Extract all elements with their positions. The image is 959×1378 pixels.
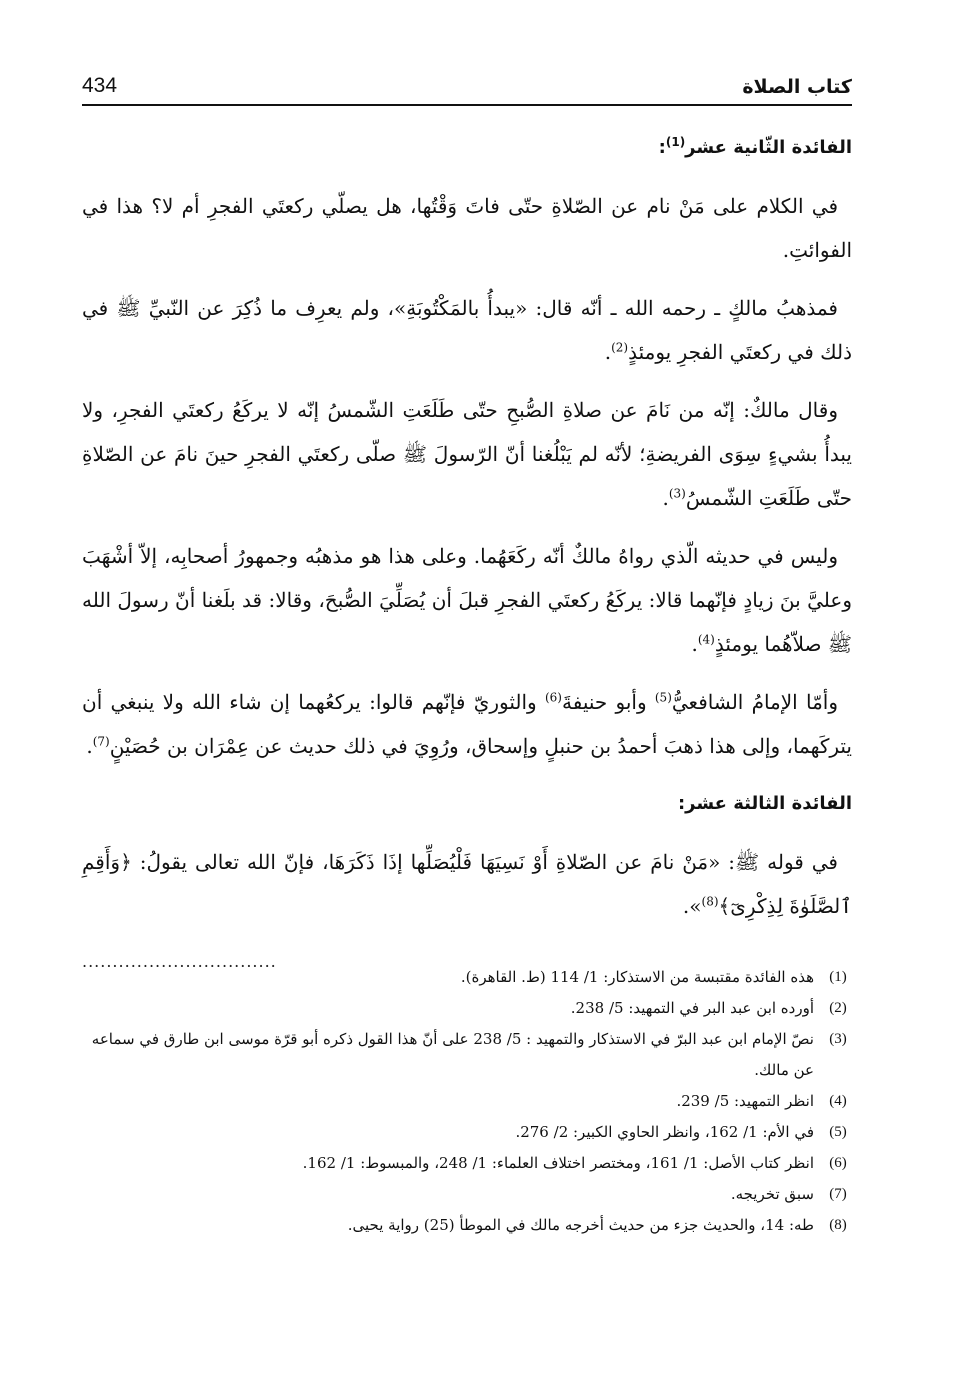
footnote-text: أورده ابن عبد البر في التمهيد: 5/ 238. [570, 999, 814, 1017]
paragraph-6 [82, 840, 852, 928]
footnote [82, 1117, 862, 1148]
paragraph-5-text-a: وأمّا الإمامُ الشافعيُّ [671, 690, 839, 714]
footnote-ref-2: (2) [611, 340, 629, 355]
footnote-number: (3) [829, 1031, 847, 1047]
section-heading-13: الفائدة الثالثة عشر: [677, 793, 852, 814]
footnote-ref-3: (3) [668, 486, 686, 501]
period: . [662, 486, 669, 510]
footnote-text: في الأم: 1/ 162، وانظر الحاوي الكبير: 2/ 276. [515, 1123, 814, 1141]
period: . [691, 632, 698, 656]
paragraph-4 [82, 534, 852, 666]
footnote-number: (4) [829, 1093, 847, 1109]
running-title: كتاب الصلاة [742, 76, 852, 98]
paragraph-2-text: فمذهبُ مالكٍ ـ رحمه الله ـ أنّه قال: «يبدأُ بالمَكْتُوبَةِ»، ولم يعرِف ما ذُكِرَ عن النّبيِّ ﷺ في ذلك في ركعتَي الفجرِ يومئذٍ [82, 296, 852, 364]
footnote-ref-5: (5) [654, 690, 672, 705]
paragraph-5-text-c: والثوريّ فإنّهم قالوا: يركعُهما إن شاء الله ولا ينبغي أن يتركَهما، وإلى هذا ذهبَ أحمدُ بن حنبلٍ وإسحاق، ورُوِيَ في ذلك حديث عن عِمْرَان بن حُصَيْنٍ [82, 690, 852, 758]
footnote [82, 1086, 862, 1117]
footnote-text: نصّ الإمام ابن عبد البرّ في الاستذكار والتمهيد : 5/ 238 على أنّ هذا القول ذكره أبو قرّة موسى ابن طارق في سماعه عن مالك. [91, 1030, 814, 1079]
paragraph-4-text: وليس في حديثه الّذي رواهُ مالكٌ أنّه ركَعَهُما. وعلى هذا هو مذهبُه وجمهورُ أصحابِه، إلاّ أشْهَبَ وعليَّ بنَ زيادٍ فإنّهما قالا: يركَعُ ركعتَي الفجرِ قبلَ أن يُصَلِّيَ الصُّبحَ، وقالا: قد بلَغنا أنّ رسولَ الله ﷺ صلاّهُما يومئذٍ [82, 544, 852, 656]
paragraph-5 [82, 680, 852, 768]
footnote-number: (6) [829, 1155, 847, 1171]
footnote-number: (1) [829, 969, 847, 985]
footnote [82, 1179, 862, 1210]
footnote-number: (7) [829, 1186, 847, 1202]
page-number: 434 [82, 74, 118, 97]
footnote-text: هذه الفائدة مقتبسة من الاستذكار: 1/ 114 (ط. القاهرة). [460, 968, 814, 986]
main-text [82, 124, 852, 971]
page-header [82, 60, 852, 106]
paragraph-3-text: وقال مالكٌ: إنّه من نَامَ عن صلاةِ الصُّبحِ حتّى طَلَعَتِ الشّمسُ إنّه لا يركَعُ ركعتَي الفجرِ، ولا يبدأُ بشيءٍ سِوَى الفريضةِ؛ لأنّه لم يَبْلُغنا أنّ الرّسولَ ﷺ صلّى ركعتَي الفجرِ حينَ نامَ عن الصّلاةِ حتّى طَلَعَتِ الشّمسُ [82, 398, 852, 510]
footnote [82, 1148, 862, 1179]
paragraph-1: في الكلام على مَنْ نام عن الصّلاةِ حتّى فاتَ وَقْتُها، هل يصلّي ركعتَي الفجرِ أم لا؟ هذا في الفوائتِ. [82, 194, 852, 262]
heading-colon: : [658, 137, 666, 158]
footnote [82, 962, 862, 993]
footnotes [82, 962, 862, 1241]
footnote-ref-6: (6) [544, 690, 562, 705]
footnote-text: انظر كتاب الأصل: 1/ 161، ومختصر اختلاف العلماء: 1/ 248، والمبسوط: 1/ 162. [302, 1154, 814, 1172]
closing-quote: ». [682, 894, 702, 918]
period: . [86, 734, 93, 758]
footnote-text: طه: 14، والحديث جزء من حديث أخرجه مالك في الموطأ (25) رواية يحيى. [347, 1216, 814, 1234]
footnote-divider-row [82, 938, 852, 971]
footnote-ref-4: (4) [697, 632, 715, 647]
footnote-number: (8) [829, 1217, 847, 1233]
footnote-number: (2) [829, 1000, 847, 1016]
footnote [82, 993, 862, 1024]
paragraph-5-text-b: وأبو حنيفةَ [561, 690, 655, 714]
footnote-ref-1: (1) [665, 135, 686, 149]
period: . [604, 340, 612, 364]
footnote-text: سبق تخريجه. [730, 1185, 814, 1203]
footnote-text: انظر التمهيد: 5/ 239. [676, 1092, 814, 1110]
footnote-number: (5) [829, 1124, 847, 1140]
paragraph-2 [82, 286, 852, 374]
footnote-ref-8: (8) [701, 894, 719, 909]
section-heading-12 [82, 126, 852, 170]
footnote [82, 1210, 862, 1241]
footnote-ref-7: (7) [92, 734, 110, 749]
heading-text: الفائدة الثّانية عشر [685, 137, 852, 158]
paragraph-6-text: في قوله ﷺ: «مَنْ نامَ عن الصّلاةِ أَوْ نَسِيَهَا فَلْيُصَلِّها إذَا ذَكَرَهَا، فإنّ الله تعالى يقولُ: ﴿وَأَقِمِ ٱلصَّلَوٰةَ لِذِكْرِىٓ﴾ [82, 850, 852, 918]
footnote-divider: ................................ [82, 952, 277, 971]
footnote [82, 1024, 862, 1086]
paragraph-3 [82, 388, 852, 520]
